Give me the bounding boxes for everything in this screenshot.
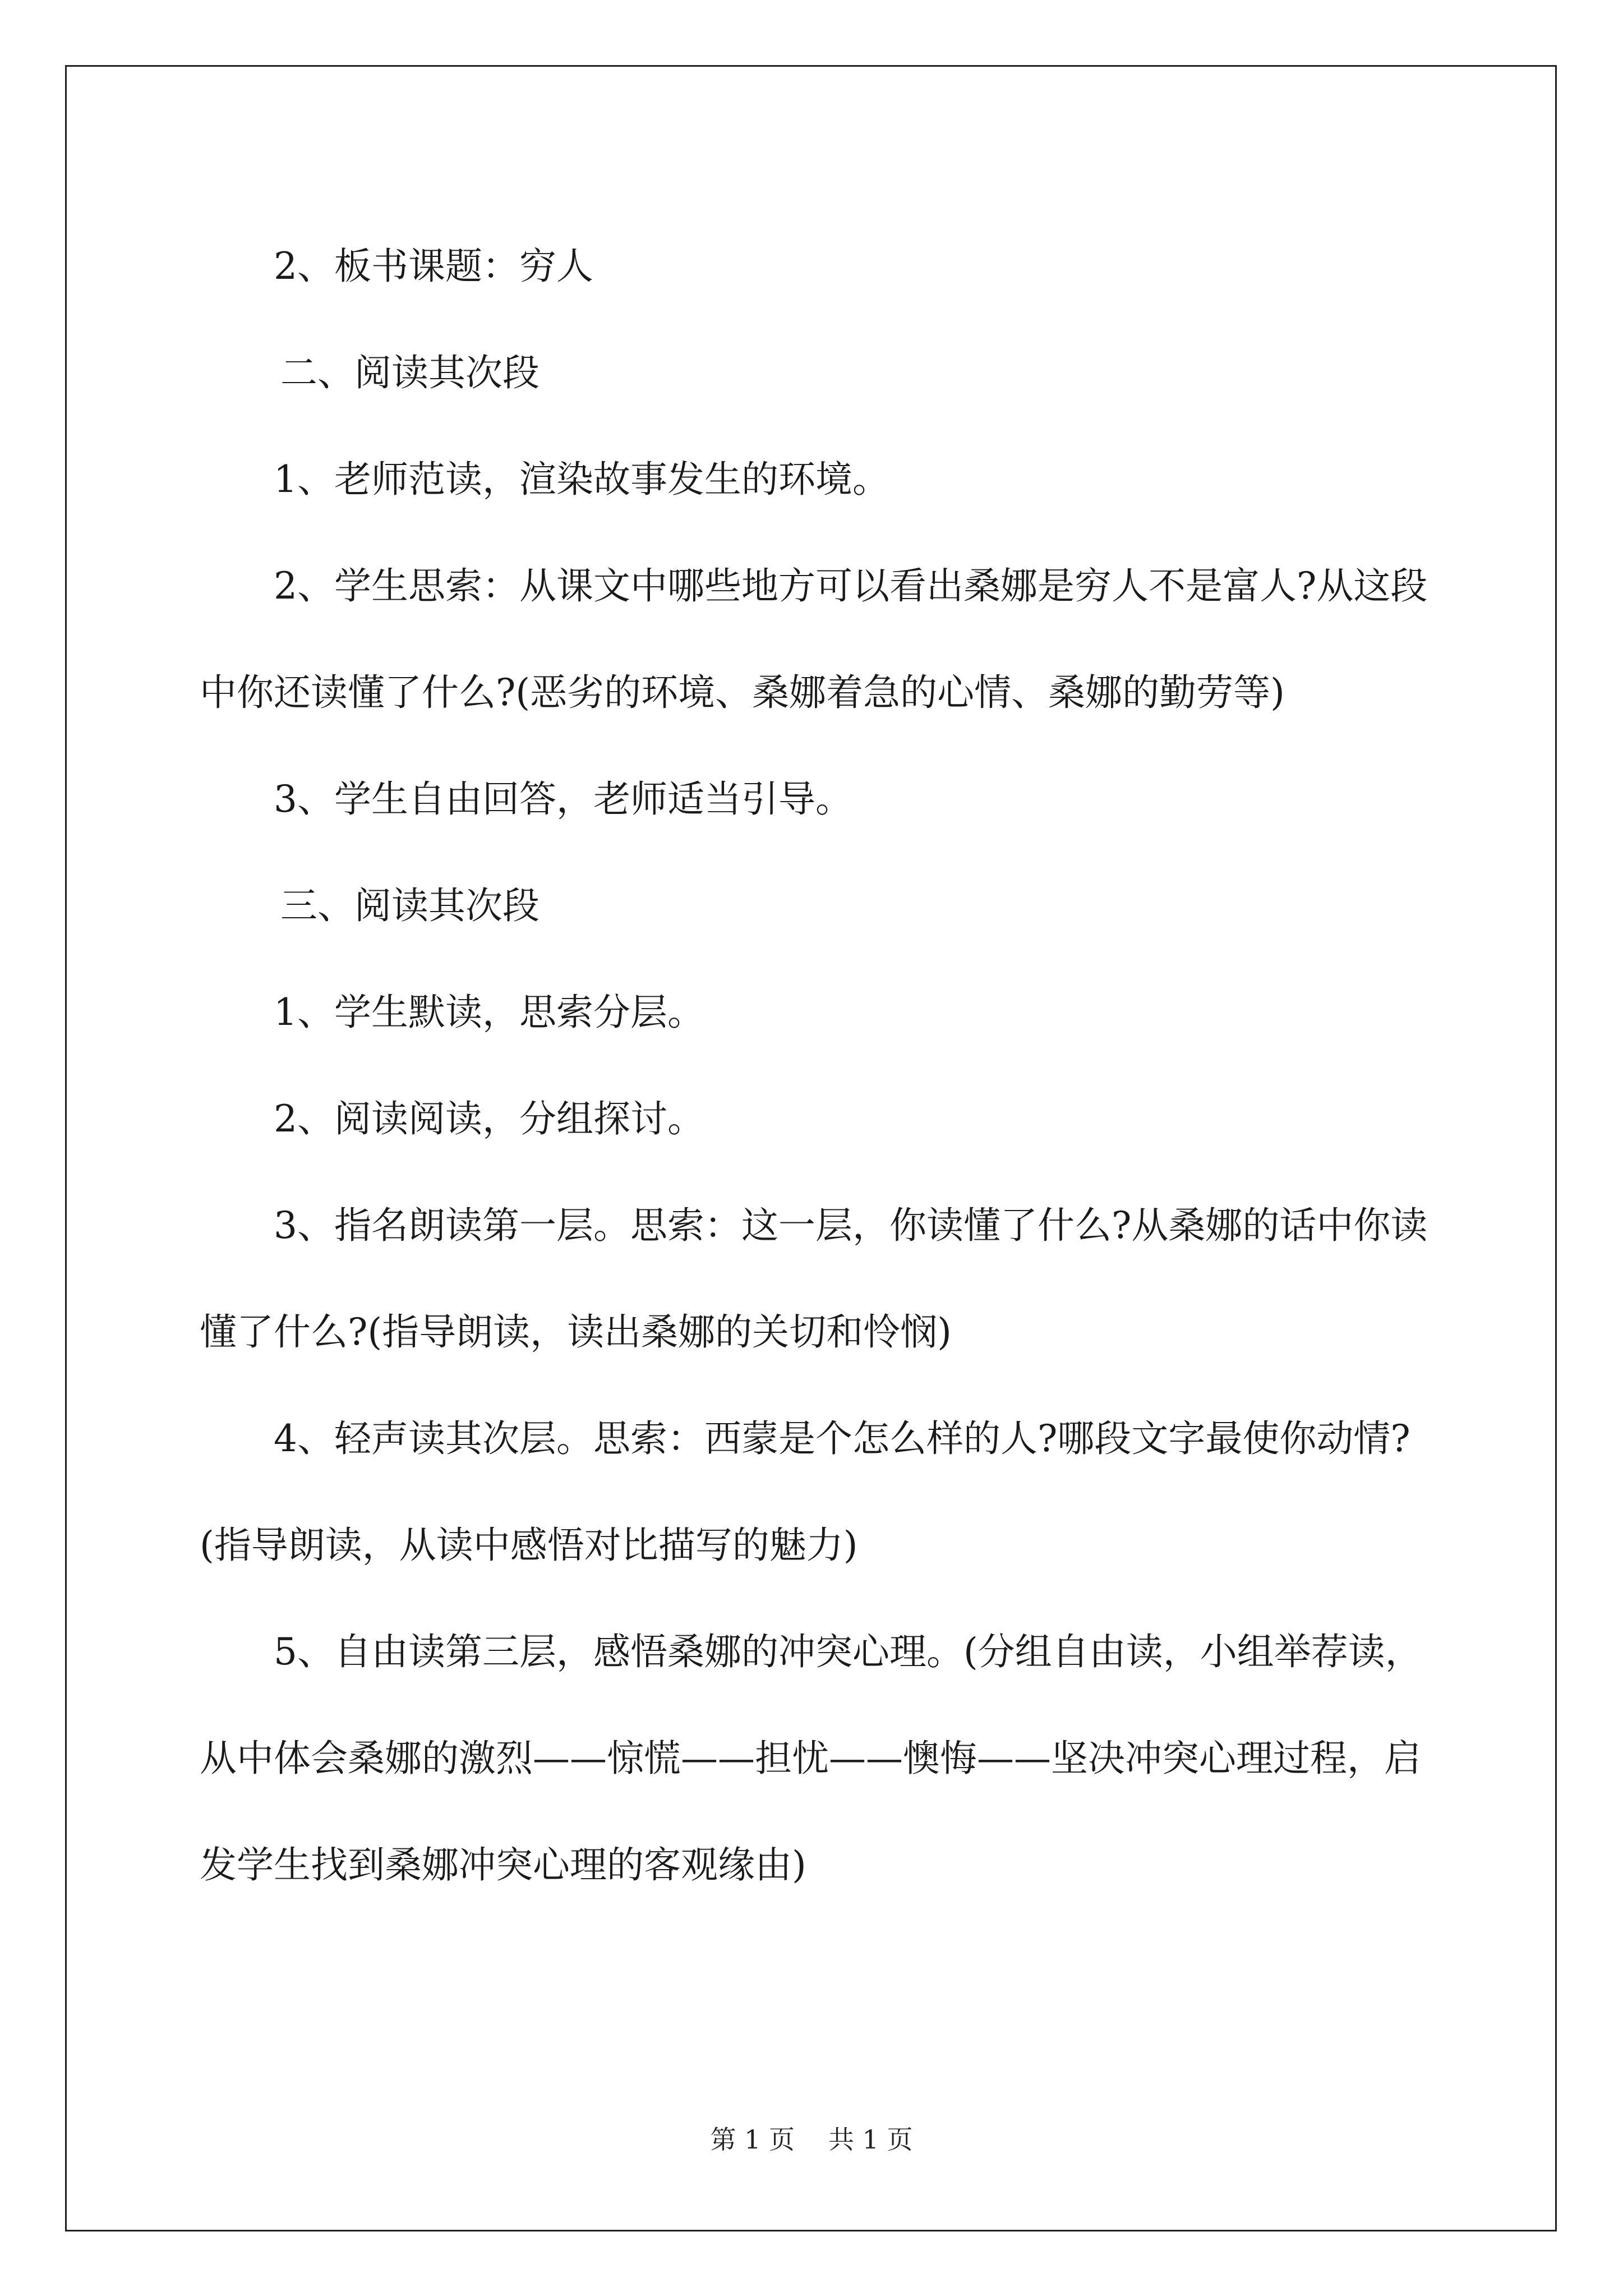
section-heading: 三、阅读其次段 [280,884,540,927]
page-number: 第 1 页 [710,2124,795,2155]
paragraph: 3、学生自由回答，老师适当引导。 [274,777,852,821]
document-body [200,213,1433,1918]
paragraph: 1、老师范读，渲染故事发生的环境。 [274,458,889,501]
section-heading: 二、阅读其次段 [280,351,540,394]
paragraph: 3、指名朗读第一层。思索：这一层，你读懂了什么?从桑娜的话中你读懂了什么?(指导朗读，读出桑娜的关切和怜悯) [200,1204,1428,1354]
paragraph: 1、学生默读，思索分层。 [274,991,704,1034]
paragraph: 2、板书课题：穷人 [274,245,593,288]
paragraph: 4、轻声读其次层。思索：西蒙是个怎么样的人?哪段文字最使你动情?(指导朗读，从读中感悟对比描写的魅力) [200,1417,1410,1567]
page-total: 共 1 页 [828,2124,913,2155]
page-footer [0,2119,1623,2156]
paragraph: 2、阅读阅读，分组探讨。 [274,1097,704,1140]
paragraph: 2、学生思索：从课文中哪些地方可以看出桑娜是穷人不是富人?从这段中你还读懂了什么?(恶劣的环境、桑娜着急的心情、桑娜的勤劳等) [200,564,1428,714]
paragraph: 5、自由读第三层，感悟桑娜的冲突心理。(分组自由读，小组举荐读，从中体会桑娜的激烈——惊慌——担忧——懊悔——坚决冲突心理过程，启发学生找到桑娜冲突心理的客观缘由) [200,1630,1422,1887]
